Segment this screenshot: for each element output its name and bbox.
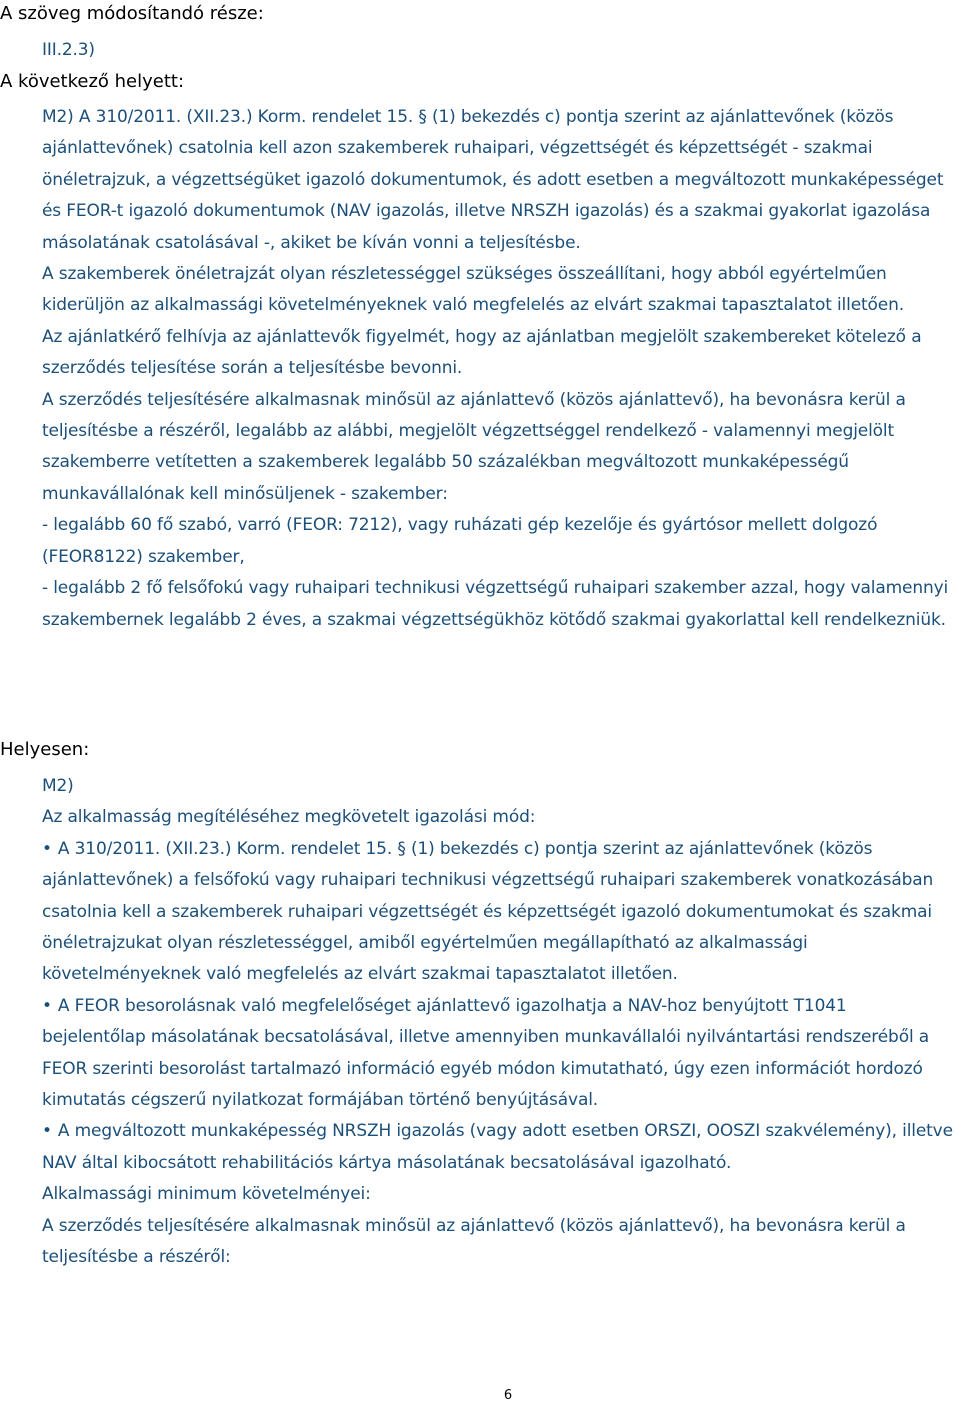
section-ref-text: III.2.3) xyxy=(42,40,95,60)
proof-heading: Az alkalmasság megítéléséhez megkövetelt igazolási mód: xyxy=(42,807,536,828)
bullet-item: • A 310/2011. (XII.23.) Korm. rendelet 15. § (1) bekezdés c) pontja szerint az ajánlattevőnek (közös ajánlattevőnek) a felsőfokú vagy ruhaipari technikusi végzettségű ruhaipari szakemberek vonatkozásában csatolnia kell a szakemberek ruhaipari végzettségét és képzettségét igazoló dokumentumokat és szakmai önéletrajzukat olyan részletességgel, amiből egyértelműen megállapítható az alkalmassági követelményeknek való megfelelés az elvárt szakmai tapasztalatot illetően. xyxy=(42,834,954,991)
new-code: M2) xyxy=(42,776,74,796)
page-number: 6 xyxy=(503,1388,513,1403)
old-text-block xyxy=(42,102,954,636)
closing-paragraph: A szerződés teljesítésére alkalmasnak minősül az ajánlattevő (közös ajánlattevő), ha bevonásra kerül a teljesítésbe a részéről: xyxy=(42,1215,906,1268)
correctly-label: Helyesen: xyxy=(0,739,90,760)
old-paragraph: A szerződés teljesítésére alkalmasnak minősül az ajánlattevő (közös ajánlattevő), ha bevonásra kerül a teljesítésbe a részéről, legalább az alábbi, megjelölt végzettséggel rendelkező - valamennyi megjelölt szakemberre vetítetten a szakemberek legalább 50 százalékban megváltozott munkaképességű munkavállalónak kell minősüljenek - szakember: xyxy=(42,389,906,504)
section-reference xyxy=(42,35,954,66)
bullet-item: • A megváltozott munkaképesség NRSZH igazolás (vagy adott esetben ORSZI, OOSZI szakvélemény), illetve NAV által kibocsátott rehabilitációs kártya másolatának becsatolásával igazolható. xyxy=(42,1116,954,1179)
old-paragraph: Az ajánlatkérő felhívja az ajánlattevők figyelmét, hogy az ajánlatban megjelölt szakembereket kötelező a szerződés teljesítése során a teljesítésbe bevonni. xyxy=(42,326,922,379)
old-paragraph: - legalább 60 fő szabó, varró (FEOR: 7212), vagy ruházati gép kezelője és gyártósor mellett dolgozó (FEOR8122) szakember, xyxy=(42,515,878,567)
old-paragraph: A szakemberek önéletrajzát olyan részletességgel szükséges összeállítani, hogy abból egyértelműen kiderüljön az alkalmassági követelményeknek való megfelelés az elvárt szakmai tapasztalatot illetően. xyxy=(42,264,904,316)
old-paragraph: M2) A 310/2011. (XII.23.) Korm. rendelet 15. § (1) bekezdés c) pontja szerint az ajánlattevőnek (közös ajánlattevőnek) csatolnia kell azon szakemberek ruhaipari, végzettségét és képzettségét - szakmai önéletrajzuk, a végzettségüket igazoló dokumentumok, és adott esetben a megváltozott munkaképességet és FEOR-t igazoló dokumentumok (NAV igazolás, illetve NRSZH igazolás) és a szakmai gyakorlat igazolása másolatának csatolásával -, akiket be kíván vonni a teljesítésbe. xyxy=(42,107,944,253)
new-text-block xyxy=(42,771,954,1274)
old-paragraph: - legalább 2 fő felsőfokú vagy ruhaipari technikusi végzettségű ruhaipari szakember azzal, hogy valamennyi szakembernek legalább 2 éves, a szakmai végzettségükhöz kötődő szakmai gyakorlattal kell rendelkezniük. xyxy=(42,578,949,630)
min-requirements-heading: Alkalmassági minimum követelményei: xyxy=(42,1184,371,1205)
bullet-item: • A FEOR besorolásnak való megfelelőséget ajánlattevő igazolhatja a NAV-hoz benyújtott T1041 bejelentőlap másolatának becsatolásával, illetve amennyiben munkavállalói nyilvántartási rendszeréből a FEOR szerinti besorolást tartalmazó információ egyéb módon kimutatható, úgy ezen információt hordozó kimutatás cégszerű nyilatkozat formájában történő benyújtásával. xyxy=(42,991,954,1117)
modified-part-label: A szöveg módosítandó része: xyxy=(0,3,264,24)
instead-of-label: A következő helyett: xyxy=(0,71,185,92)
